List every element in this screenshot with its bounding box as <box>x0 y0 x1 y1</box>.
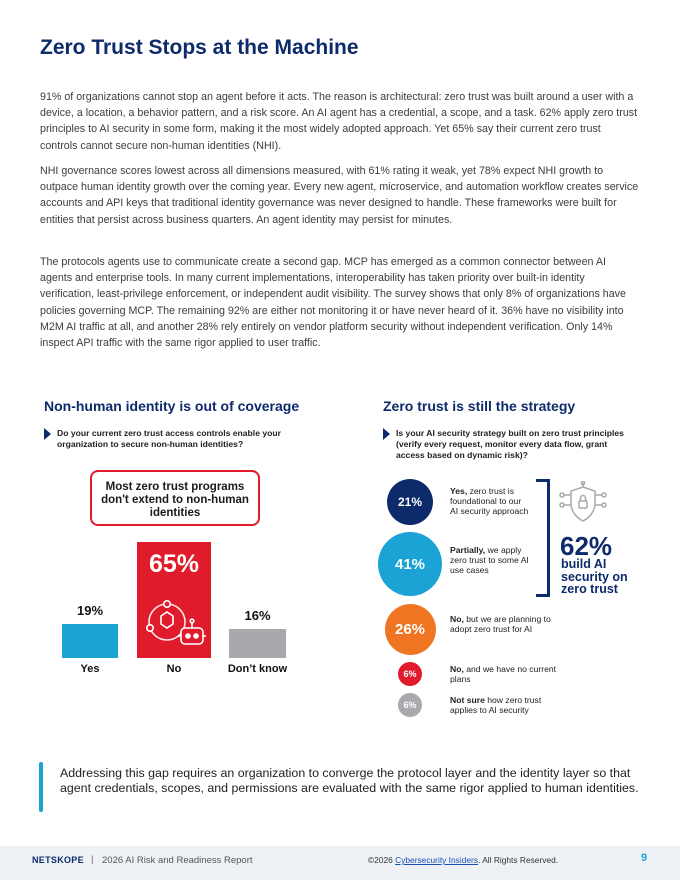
bar-yes <box>62 624 118 658</box>
response-circle: 6% <box>398 662 422 686</box>
footer-copyright <box>368 855 558 865</box>
pull-quote: Addressing this gap requires an organization to converge the protocol layer and the identity layer so that agent credentials, scopes, and permissions are evaluated with the same rigor applied to human identities. <box>60 766 639 795</box>
response-detail: and we have no current plans <box>450 664 557 684</box>
response-circle: 41% <box>378 532 442 596</box>
response-answer: No, <box>450 614 464 624</box>
response-detail: how zero trust applies to AI security <box>450 695 542 715</box>
paragraph-2: NHI governance scores lowest across all dimensions measured, with 61% rating it weak, yet 78% expect NHI growth to outpace human identity growth over the coming year. Every new agent, microservice, and automation workflow creates service accounts and API keys that traditional identity governance was never designed to handle. These frameworks were built for entities that persist across business quarters. An agent identity may persist for minutes. <box>40 165 639 226</box>
footer-brand: NETSKOPE <box>32 855 84 865</box>
response-answer: Yes, <box>450 486 468 496</box>
response-circle: 21% <box>387 479 433 525</box>
bar-category-label: No <box>166 663 182 675</box>
page-title: Zero Trust Stops at the Machine <box>40 36 359 59</box>
robot-network-icon <box>141 592 211 654</box>
bar-category-label: Don’t know <box>227 663 288 675</box>
response-answer: No, <box>450 664 464 674</box>
callout-text: Most zero trust programs don't extend to non-human identities <box>101 481 249 519</box>
quote-accent-bar <box>39 762 43 812</box>
response-detail: but we are planning to adopt zero trust for AI <box>450 614 551 634</box>
bar-category-label: Yes <box>80 663 100 675</box>
summary-caption: build AI security on zero trust <box>561 557 628 596</box>
question-arrow-icon <box>383 428 390 440</box>
copyright-year: ©2026 <box>368 855 393 865</box>
copyright-suffix: . All Rights Reserved. <box>478 855 559 865</box>
cybersecurity-insiders-link[interactable]: Cybersecurity Insiders <box>395 855 478 865</box>
response-detail: zero trust is foundational to our AI security approach <box>450 486 529 516</box>
right-panel-question: Is your AI security strategy built on zero trust principles (verify every request, monitor every data flow, grant access based on dynamic risk)? <box>396 428 624 460</box>
response-label <box>450 665 560 685</box>
bar-value-label: 19% <box>76 603 104 618</box>
bar-don-t-know <box>229 629 286 658</box>
response-label <box>450 696 560 716</box>
paragraph-1: 91% of organizations cannot stop an agent before it acts. The reason is architectural: zero trust was built around a user with a device, a location, a behavior pattern, and a risk score. An AI agent has a credential, a scope, and a task. 62% apply zero trust principles to AI security in some form, making it the most widely adopted approach. Yet 65% say their current zero trust controls cannot secure non-human identities (NHI). <box>40 91 638 152</box>
response-answer: Not sure <box>450 695 485 705</box>
summary-percent: 62% <box>560 531 613 561</box>
response-label <box>450 615 560 635</box>
response-circle: 26% <box>385 604 436 655</box>
bar-value-label: 16% <box>244 608 271 623</box>
question-arrow-icon <box>44 428 51 440</box>
summary-bracket <box>536 479 550 597</box>
response-detail: we apply zero trust to some AI use cases <box>450 545 529 575</box>
left-panel-question: Do your current zero trust access controls enable your organization to secure non-human identities? <box>57 428 281 449</box>
footer <box>0 846 680 880</box>
shield-circuit-icon <box>558 481 608 529</box>
response-label <box>450 546 530 575</box>
callout-box <box>90 470 260 526</box>
response-label <box>450 487 530 516</box>
response-circle: 6% <box>398 693 422 717</box>
response-answer: Partially, <box>450 545 486 555</box>
left-panel-title: Non-human identity is out of coverage <box>44 398 300 414</box>
footer-report-title: 2026 AI Risk and Readiness Report <box>102 855 253 866</box>
bar-value-label: 65% <box>148 550 200 578</box>
footer-separator: | <box>91 854 94 865</box>
paragraph-3: The protocols agents use to communicate create a second gap. MCP has emerged as a common connector between AI agents and enterprise tools. In many current implementations, interoperability has taken priority over built-in identity verification, least-privilege enforcement, or independent audit visibility. The survey shows that only 8% of organizations have policies governing MCP. The remaining 92% are either not monitoring it or have never heard of it. 36% have no visibility into M2M AI traffic at all, and another 28% rely entirely on vendor platform security without independent verification. Only 14% inspect API traffic with the same rigor applied to user traffic. <box>40 256 626 350</box>
right-panel-title: Zero trust is still the strategy <box>383 398 576 414</box>
page-number: 9 <box>641 852 648 864</box>
